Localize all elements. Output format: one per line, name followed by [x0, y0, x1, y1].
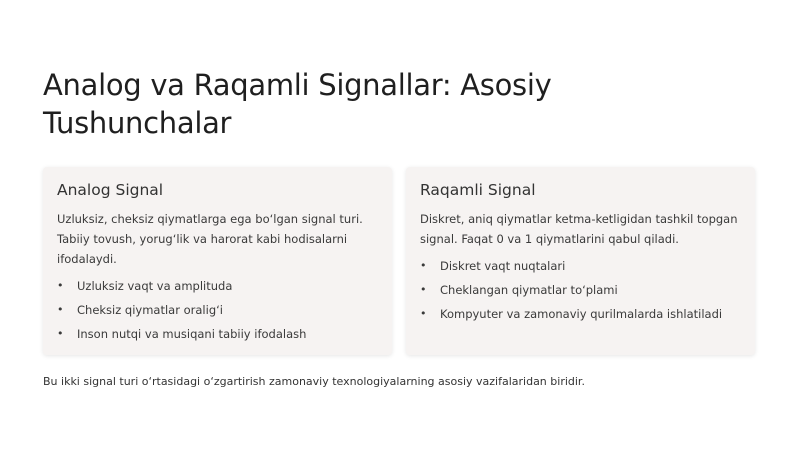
analog-signal-card — [43, 167, 392, 355]
bullet-list — [57, 274, 378, 346]
bullet-item — [57, 322, 378, 346]
bullet-icon: • — [57, 279, 64, 292]
bullet-icon: • — [57, 327, 64, 340]
bullet-icon: • — [420, 283, 427, 296]
bullet-item — [57, 274, 378, 298]
card-description: Uzluksiz, cheksiz qiymatlarga ega bo‘lgan signal turi. Tabiiy tovush, yorug‘lik va harorat kabi hodisalarni ifodalaydi. — [57, 212, 363, 266]
bullet-text: Cheksiz qiymatlar oralig‘i — [77, 303, 223, 317]
card-description: Diskret, aniq qiymatlar ketma-ketligidan tashkil topgan signal. Faqat 0 va 1 qiymatlarini qabul qiladi. — [420, 212, 738, 246]
card-heading: Raqamli Signal — [420, 181, 536, 199]
bullet-icon: • — [420, 307, 427, 320]
slide-title: Analog va Raqamli Signallar: Asosiy Tushunchalar — [43, 68, 552, 140]
bullet-text: Uzluksiz vaqt va amplituda — [77, 279, 233, 293]
bullet-item — [420, 278, 741, 302]
bullet-text: Inson nutqi va musiqani tabiiy ifodalash — [77, 327, 307, 341]
card-heading: Analog Signal — [57, 181, 164, 199]
digital-signal-card — [406, 167, 755, 355]
bullet-icon: • — [57, 303, 64, 316]
bullet-item — [420, 302, 741, 326]
bullet-list — [420, 254, 741, 326]
footer-text: Bu ikki signal turi o‘rtasidagi o‘zgartirish zamonaviy texnologiyalarning asosiy vazifalaridan biridir. — [43, 375, 585, 388]
bullet-item — [420, 254, 741, 278]
bullet-item — [57, 298, 378, 322]
bullet-text: Kompyuter va zamonaviy qurilmalarda ishlatiladi — [440, 307, 723, 321]
bullet-icon: • — [420, 259, 427, 272]
bullet-text: Cheklangan qiymatlar to‘plami — [440, 283, 618, 297]
bullet-text: Diskret vaqt nuqtalari — [440, 259, 566, 273]
